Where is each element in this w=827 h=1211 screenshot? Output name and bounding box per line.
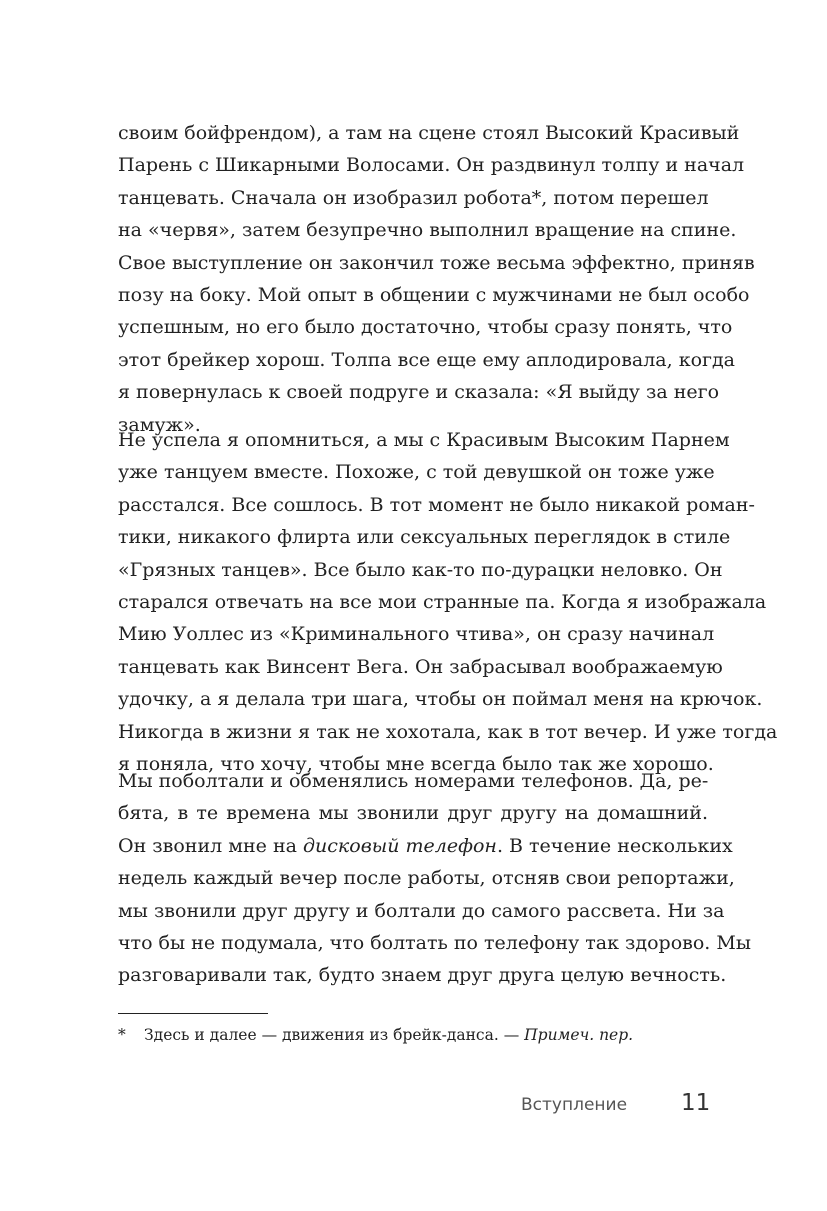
footnote xyxy=(118,1023,633,1047)
text-line xyxy=(118,651,723,683)
text-segment: расстался. Все сошлось. В тот момент не было никакой роман- xyxy=(118,493,755,516)
text-line xyxy=(118,618,715,650)
text-segment: я повернулась к своей подруге и сказала: «Я выйду за него xyxy=(118,381,720,404)
text-line xyxy=(118,117,740,149)
text-segment: Мию Уоллес из «Криминального чтива», он сразу начинал xyxy=(118,623,715,646)
text-segment: тики, никакого флирта или сексуальных переглядок в стиле xyxy=(118,526,731,549)
text-line xyxy=(118,830,733,862)
text-segment: танцевать. Сначала он изобразил робота*, потом перешел xyxy=(118,186,709,209)
text-line xyxy=(118,182,708,214)
text-segment: на «червя», затем безупречно выполнил вращение на спине. xyxy=(118,219,737,242)
text-segment: успешным, но его было достаточно, чтобы сразу понять, что xyxy=(118,316,733,339)
footnote-note: Примеч. пер. xyxy=(524,1026,634,1044)
text-line xyxy=(118,521,731,553)
italic-text: дисковый телефон xyxy=(302,834,497,857)
text-segment: своим бойфрендом), а там на сцене стоял Высокий Красивый xyxy=(118,122,740,144)
text-line xyxy=(118,716,778,748)
paragraph-1 xyxy=(118,117,755,441)
text-segment: Свое выступление он закончил тоже весьма эффектно, приняв xyxy=(118,251,755,274)
text-line xyxy=(118,424,730,456)
text-line xyxy=(118,214,737,246)
text-line xyxy=(118,149,745,181)
text-segment: недель каждый вечер после работы, отсняв свои репортажи, xyxy=(118,867,735,890)
text-segment: позу на боку. Мой опыт в общении с мужчинами не был особо xyxy=(118,283,750,306)
text-segment: танцевать как Винсент Вега. Он забрасывал воображаемую xyxy=(118,655,723,678)
text-segment: разговаривали так, будто знаем друг друга целую вечность. xyxy=(118,964,727,987)
text-segment: Парень с Шикарными Волосами. Он раздвинул толпу и начал xyxy=(118,154,745,177)
page-number: 11 xyxy=(681,1090,711,1116)
paragraph-2 xyxy=(118,424,778,780)
footnote-text: Здесь и далее — движения из брейк-данса. — xyxy=(144,1026,525,1044)
text-segment: бята, в те времена мы звонили друг другу на домашний. xyxy=(118,802,708,825)
text-line xyxy=(118,344,735,376)
text-line xyxy=(118,586,767,618)
text-line xyxy=(118,959,727,991)
text-line xyxy=(118,683,763,715)
text-segment: . В течение нескольких xyxy=(496,834,733,857)
text-line xyxy=(118,376,720,408)
text-segment: старался отвечать на все мои странные па. Когда я изображала xyxy=(118,590,767,613)
text-line xyxy=(118,456,715,488)
text-segment: Мы поболтали и обменялись номерами телефонов. Да, ре- xyxy=(118,770,709,792)
running-head: Вступление xyxy=(521,1095,628,1115)
text-segment: «Грязных танцев». Все было как-то по-дурацки неловко. Он xyxy=(118,558,723,581)
text-line xyxy=(118,489,755,521)
text-segment: замуж». xyxy=(118,413,201,436)
text-line xyxy=(118,554,723,586)
text-line xyxy=(118,279,750,311)
text-line xyxy=(118,862,735,894)
text-line xyxy=(118,311,733,343)
text-line xyxy=(118,895,725,927)
text-segment: Он звонил мне на xyxy=(118,834,303,857)
text-line xyxy=(118,247,755,279)
text-segment: этот брейкер хорош. Толпа все еще ему аплодировала, когда xyxy=(118,348,735,371)
text-segment: что бы не подумала, что болтать по телефону так здорово. Мы xyxy=(118,931,751,954)
text-segment: мы звонили друг другу и болтали до самого рассвета. Ни за xyxy=(118,899,725,922)
text-segment: удочку, а я делала три шага, чтобы он поймал меня на крючок. xyxy=(118,688,763,711)
text-line xyxy=(118,927,751,959)
text-line xyxy=(118,797,708,829)
text-line xyxy=(118,765,708,797)
footnote-divider xyxy=(118,1013,268,1014)
paragraph-3 xyxy=(118,765,751,992)
text-segment: уже танцуем вместе. Похоже, с той девушкой он тоже уже xyxy=(118,461,715,484)
footnote-marker: * xyxy=(118,1026,126,1044)
text-segment: Не успела я опомниться, а мы с Красивым Высоким Парнем xyxy=(118,429,730,451)
text-segment: я поняла, что хочу, чтобы мне всегда было так же хорошо. xyxy=(118,752,714,775)
text-segment: Никогда в жизни я так не хохотала, как в тот вечер. И уже тогда xyxy=(118,720,778,743)
